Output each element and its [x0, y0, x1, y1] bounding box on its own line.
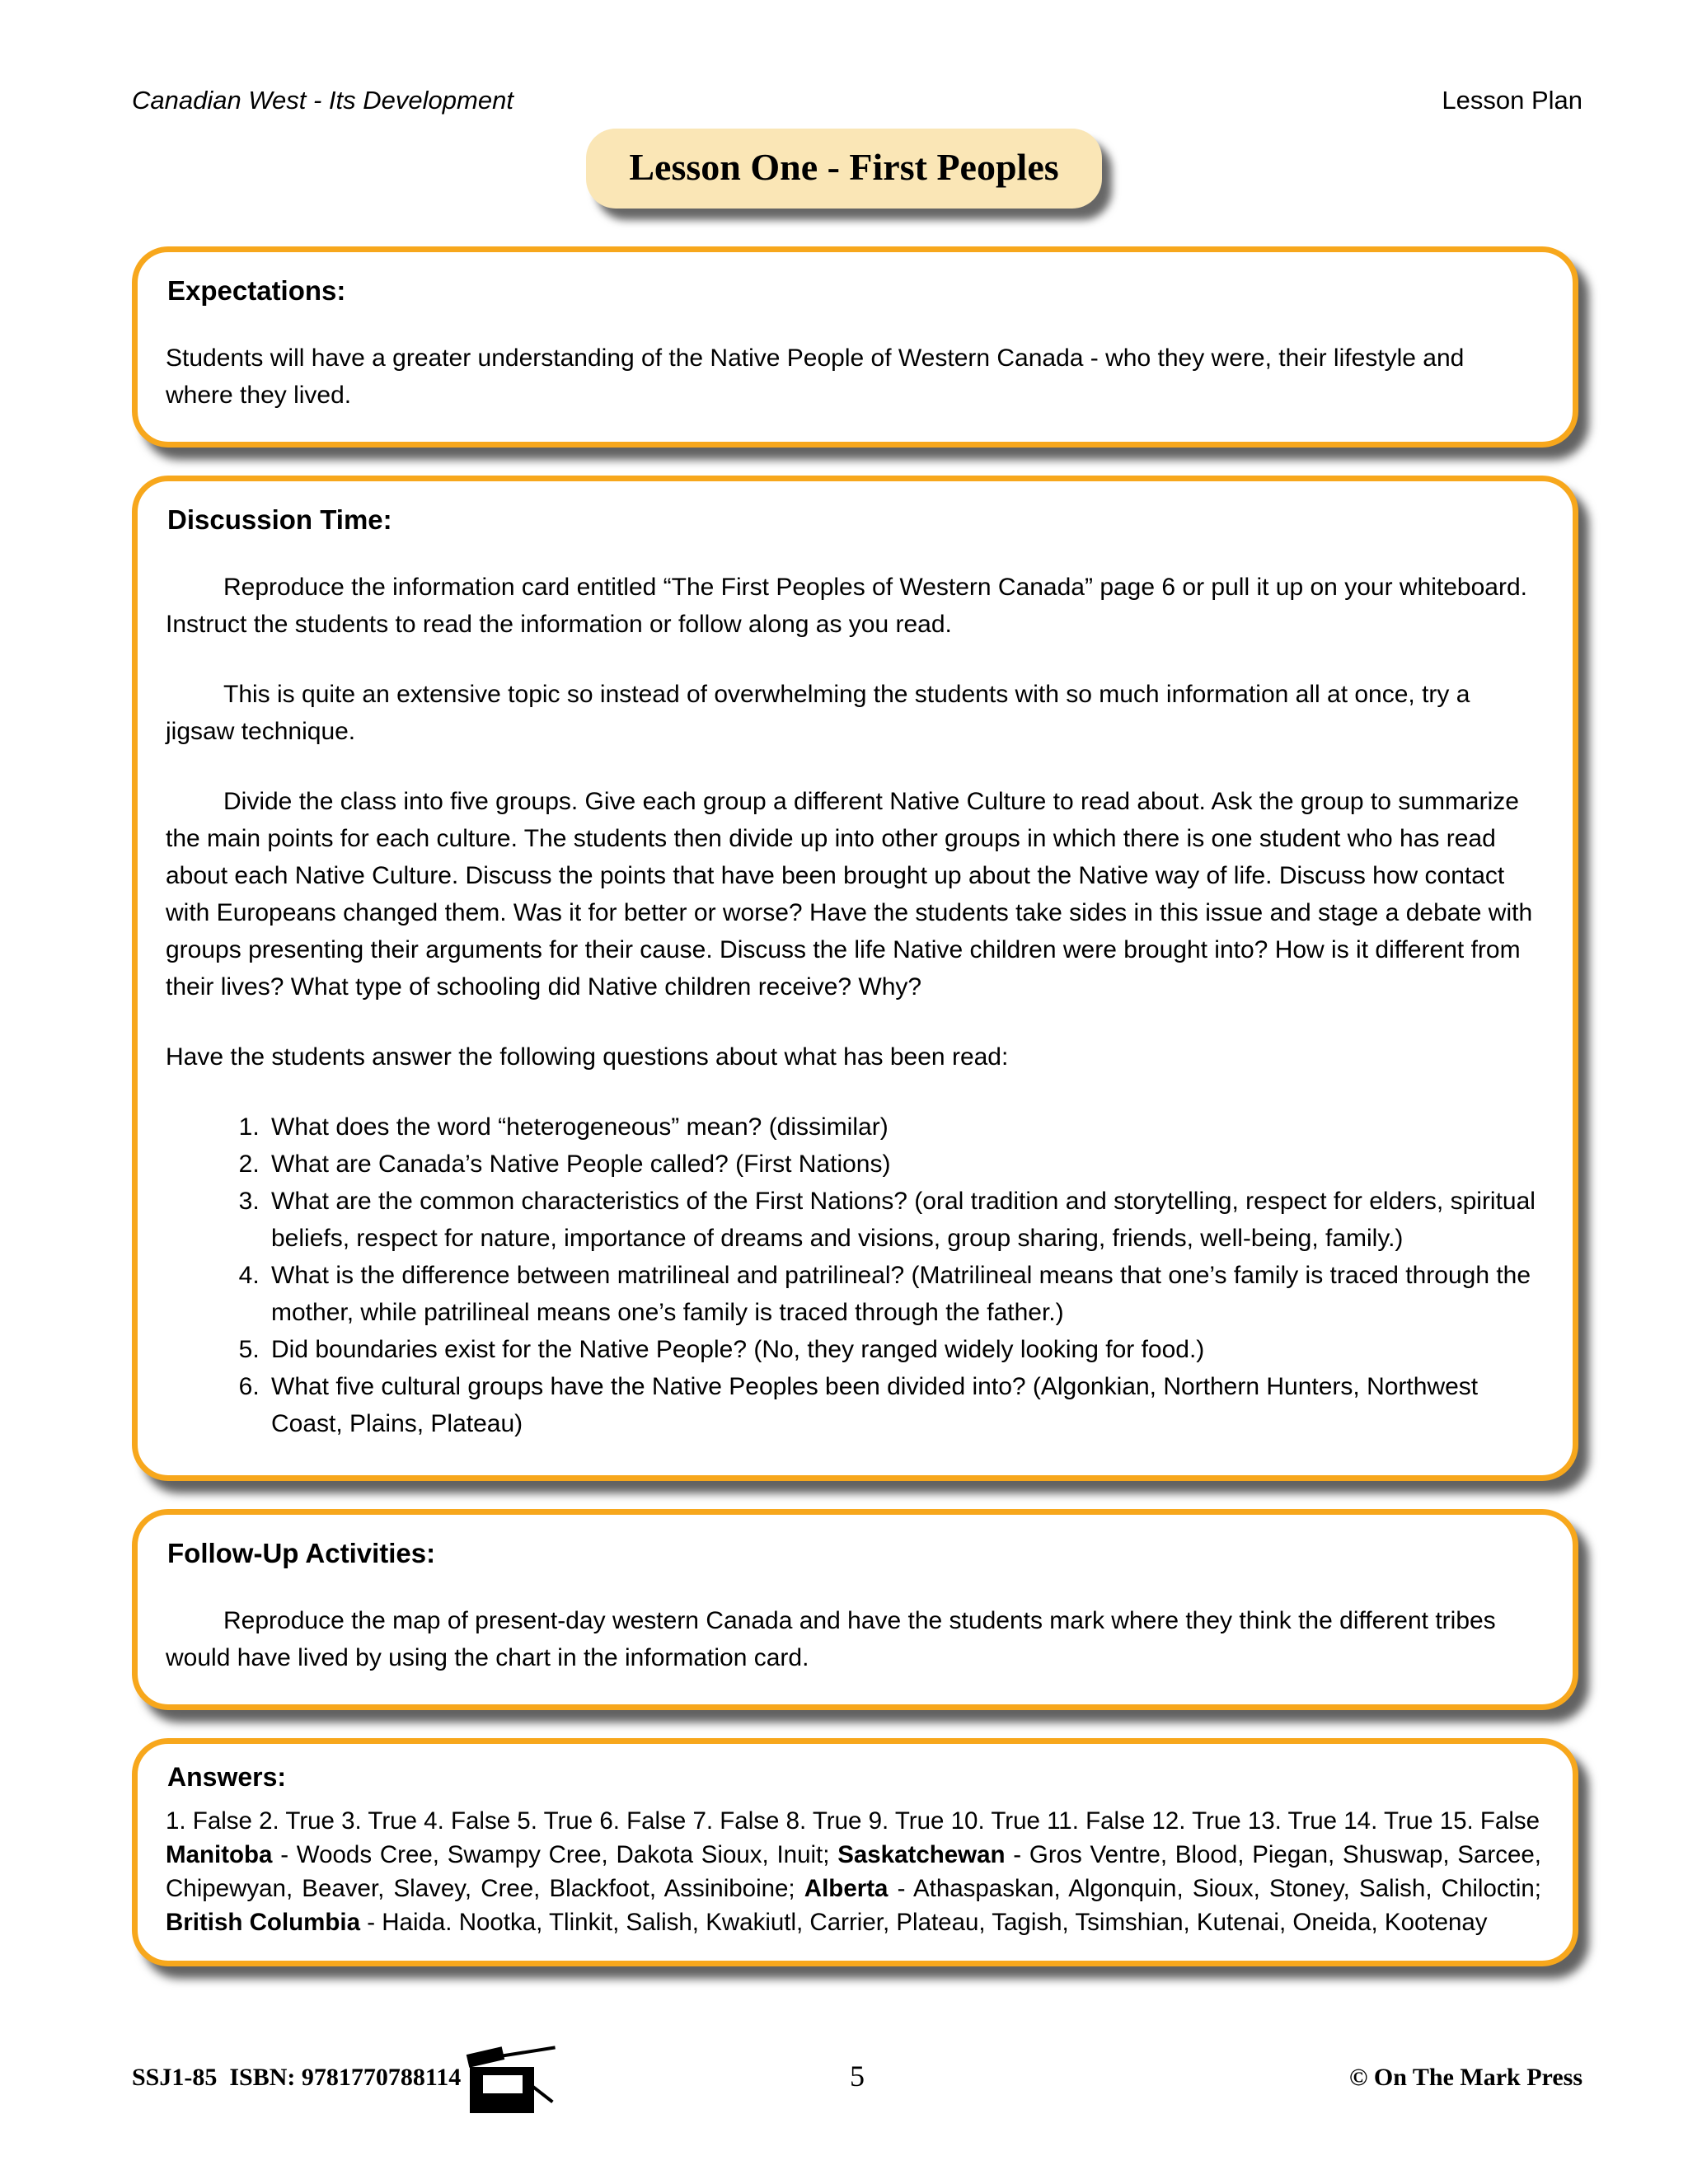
page-number: 5	[850, 2060, 865, 2093]
book-title: Canadian West - Its Development	[132, 86, 513, 115]
isbn-label: SSJ1-85 ISBN: 9781770788114	[132, 2064, 462, 2091]
questions-intro: Have the students answer the following questions about what has been read:	[166, 1043, 1009, 1071]
copyright-label: © On The Mark Press	[1349, 2064, 1582, 2091]
lesson-title: Lesson One - First Peoples	[629, 146, 1059, 188]
answers-true-false: 1. False 2. True 3. True 4. False 5. True 6. False 7. False 8. True 9. True 10. True 11. False 12. True 13. True 14. True 15. False	[166, 1807, 1540, 1835]
logo-arm	[496, 2046, 556, 2058]
question-item: 3. What are the common characteristics of the First Nations? (oral tradition and storytelling, respect for elders, spiritual beliefs, respect for nature, importance of dreams and visions, group sharing, friends, well-being, family.)	[266, 1183, 1538, 1257]
expectations-heading: Expectations:	[167, 275, 346, 306]
question-item: 1. What does the word “heterogeneous” mean? (dissimilar)	[266, 1108, 1538, 1146]
question-item: 6. What five cultural groups have the Native Peoples been divided into? (Algonkian, Northern Hunters, Northwest Coast, Plains, Plateau)	[266, 1368, 1538, 1442]
discussion-paragraph: Divide the class into five groups. Give each group a different Native Culture to read about. Ask the group to summarize the main points for each culture. The students then divide up into other groups in which there is one student who has read about each Native Culture. Discuss the points that have been brought up about the Native way of life. Discuss how contact with Europeans changed them. Was it for better or worse? Have the students take sides in this issue and stage a debate with groups presenting their arguments for their cause. Discuss the life Native children were brought into? How is it different from their lives? What type of schooling did Native children receive? Why?	[166, 788, 1533, 1001]
answers-heading: Answers:	[167, 1762, 287, 1792]
question-item: 5. Did boundaries exist for the Native People? (No, they ranged widely looking for food.)	[266, 1331, 1538, 1368]
region-tribes: - Haida. Nootka, Tlinkit, Salish, Kwakiutl, Carrier, Plateau, Tagish, Tsimshian, Kutenai, Oneida, Kootenay	[360, 1909, 1488, 1936]
page-footer	[132, 2041, 1582, 2120]
expectations-box	[132, 246, 1578, 448]
discussion-box	[132, 476, 1578, 1481]
follow-up-heading: Follow-Up Activities:	[167, 1538, 436, 1568]
page-header	[0, 0, 1688, 115]
region-label: Manitoba	[166, 1841, 273, 1868]
follow-up-body: Reproduce the map of present-day western Canada and have the students mark where they think the different tribes would have lived by using the chart in the information card.	[166, 1607, 1496, 1671]
answers-box	[132, 1738, 1578, 1966]
question-item: 2. What are Canada’s Native People called? (First Nations)	[266, 1146, 1538, 1183]
page-type-label: Lesson Plan	[1442, 86, 1582, 115]
region-label: Saskatchewan	[837, 1841, 1006, 1868]
follow-up-box	[132, 1509, 1578, 1710]
on-the-mark-press-logo	[468, 2041, 559, 2120]
region-label: Alberta	[804, 1875, 889, 1902]
answers-regions	[166, 1838, 1541, 1939]
logo-window	[483, 2075, 523, 2093]
lesson-title-badge	[586, 129, 1101, 209]
region-tribes: - Athaspaskan, Algonquin, Sioux, Stoney, Salish, Chiloctin;	[888, 1875, 1541, 1902]
discussion-heading: Discussion Time:	[167, 504, 392, 535]
questions-list	[166, 1108, 1538, 1442]
discussion-paragraph: This is quite an extensive topic so instead of overwhelming the students with so much information all at once, try a jigsaw technique.	[166, 681, 1470, 745]
question-item: 4. What is the difference between matrilineal and patrilineal? (Matrilineal means that one’s family is traced through the mother, while patrilineal means one’s family is traced through the father.)	[266, 1257, 1538, 1331]
region-tribes: - Gros Ventre, Blood, Piegan, Shuswap, Sarcee, Chipewyan, Beaver, Slavey, Cree, Blackfoot, Assiniboine;	[166, 1841, 1541, 1902]
region-label: British Columbia	[166, 1909, 361, 1936]
discussion-paragraph: Reproduce the information card entitled “The First Peoples of Western Canada” page 6 or pull it up on your whiteboard. Instruct the students to read the information or follow along as you read.	[166, 574, 1527, 638]
region-tribes: - Woods Cree, Swampy Cree, Dakota Sioux, Inuit;	[272, 1841, 838, 1868]
expectations-body: Students will have a greater understanding of the Native People of Western Canada - who they were, their lifestyle and where they lived.	[166, 344, 1465, 409]
